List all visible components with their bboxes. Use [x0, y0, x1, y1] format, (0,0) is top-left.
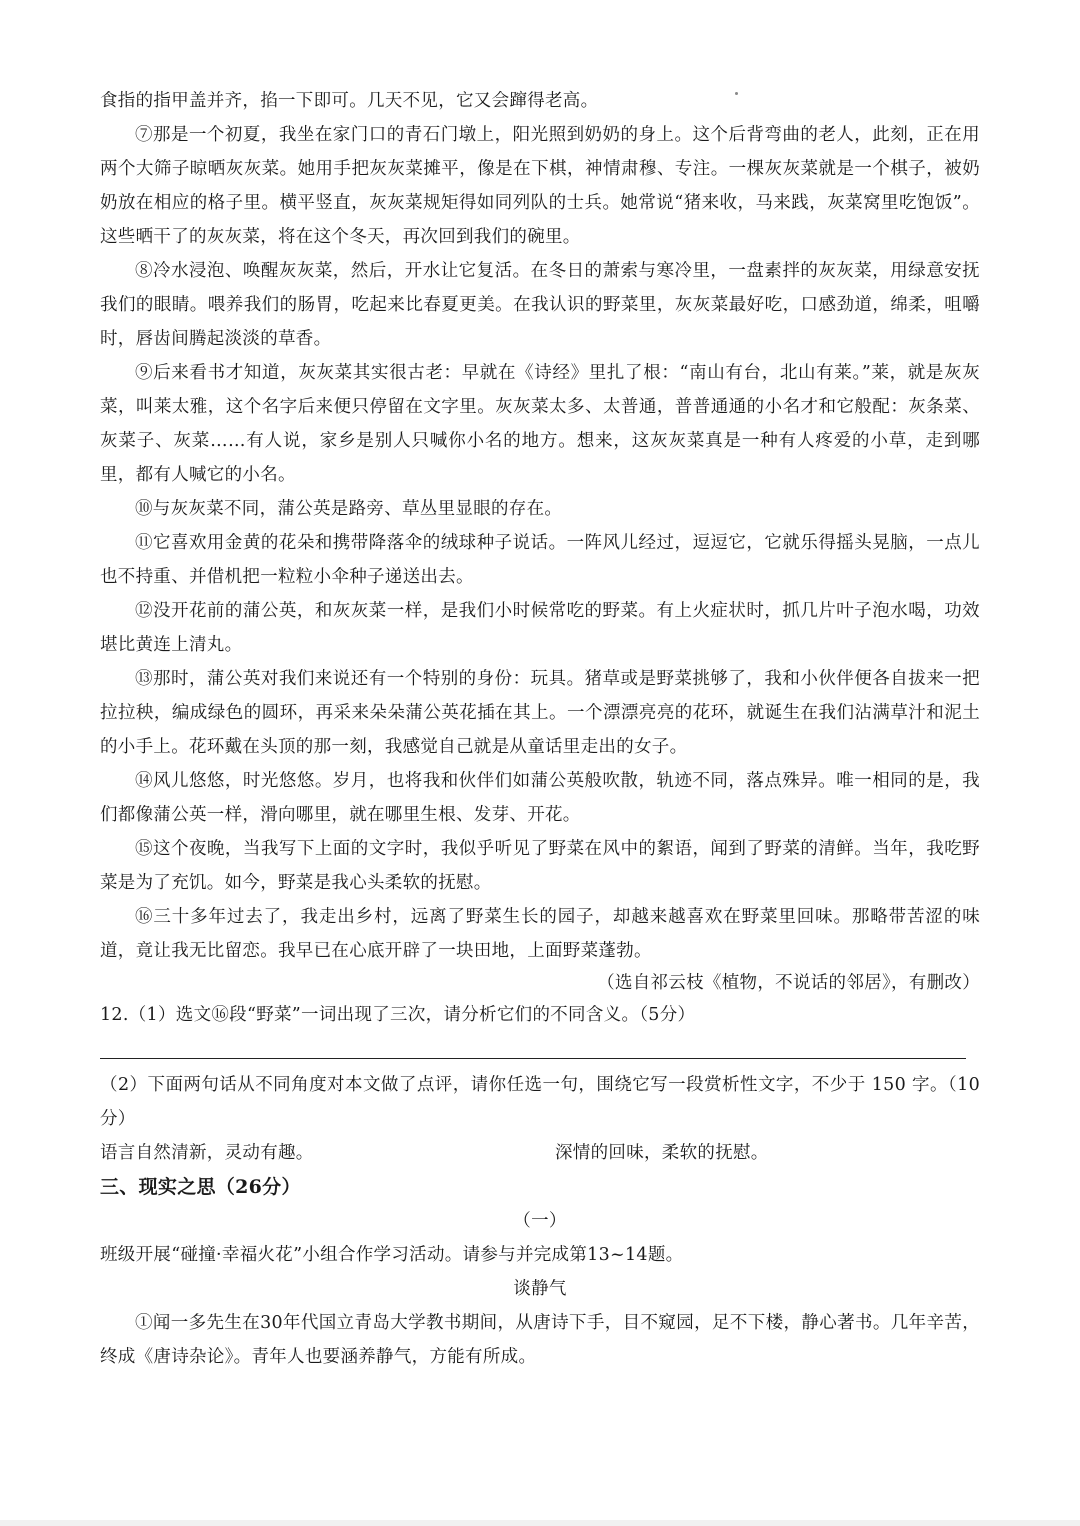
answer-line[interactable]	[100, 1058, 966, 1059]
paragraph-continuation: 食指的指甲盖并齐，掐一下即可。几天不见，它又会蹿得老高。	[100, 91, 599, 111]
paragraph-11: ⑪它喜欢用金黄的花朵和携带降落伞的绒球种子说话。一阵风儿经过，逗逗它，它就乐得摇头晃脑，一点儿也不持重、并借机把一粒粒小伞种子递送出去。	[100, 533, 980, 587]
paragraph-9: ⑨后来看书才知道，灰灰菜其实很古老：早就在《诗经》里扎了根：“南山有台，北山有莱。”莱，就是灰灰菜，叫莱太雅，这个名字后来便只停留在文字里。灰灰菜太多、太普通，普普通通的小名才和它般配：灰条菜、灰菜子、灰菜……有人说，家乡是别人只喊你小名的地方。想来，这灰灰菜真是一种有人疼爱的小草，走到哪里，都有人喊它的小名。	[100, 363, 980, 485]
paragraph-10: ⑩与灰灰菜不同，蒲公英是路旁、草丛里显眼的存在。	[135, 499, 563, 519]
paragraph-12: ⑫没开花前的蒲公英，和灰灰菜一样，是我们小时候常吃的野菜。有上火症状时，抓几片叶子泡水喝，功效堪比黄连上清丸。	[100, 601, 980, 655]
option-b: 深情的回味，柔软的抚慰。	[555, 1143, 769, 1163]
paragraph-14: ⑭风儿悠悠，时光悠悠。岁月，也将我和伙伴们如蒲公英般吹散，轨迹不同，落点殊异。唯一相同的是，我们都像蒲公英一样，滑向哪里，就在哪里生根、发芽、开花。	[100, 771, 980, 825]
paragraph-7: ⑦那是一个初夏，我坐在家门口的青石门墩上，阳光照到奶奶的身上。这个后背弯曲的老人，此刻，正在用两个大筛子晾晒灰灰菜。她用手把灰灰菜摊平，像是在下棋，神情肃穆、专注。一棵灰灰菜就是一个棋子，被奶奶放在相应的格子里。横平竖直，灰灰菜规矩得如同列队的士兵。她常说“猪来收，马来践，灰菜窝里吃饱饭”。这些晒干了的灰灰菜，将在这个冬天，再次回到我们的碗里。	[100, 125, 980, 247]
essay-paragraph-1: ①闻一多先生在30年代国立青岛大学教书期间，从唐诗下手，目不窥园，足不下楼，静心著书。几年辛苦，终成《唐诗杂论》。青年人也要涵养静气，方能有所成。	[100, 1313, 980, 1367]
paragraph-13: ⑬那时，蒲公英对我们来说还有一个特别的身份：玩具。猪草或是野菜挑够了，我和小伙伴便各自拔来一把拉拉秧，编成绿色的圆环，再采来朵朵蒲公英花插在其上。一个漂漂亮亮的花环，就诞生在我们沾满草汁和泥土的小手上。花环戴在头顶的那一刻，我感觉自己就是从童话里走出的女子。	[100, 669, 980, 757]
paragraph-16: ⑯三十多年过去了，我走出乡村，远离了野菜生长的园子，却越来越喜欢在野菜里回味。那略带苦涩的味道，竟让我无比留恋。我早已在心底开辟了一块田地，上面野菜蓬勃。	[100, 907, 980, 961]
question-12-2: （2）下面两句话从不同角度对本文做了点评，请你任选一句，围绕它写一段赏析性文字，不少于 150 字。（10分）	[100, 1075, 980, 1129]
question-12-1: 12.（1）选文⑯段“野菜”一词出现了三次，请分析它们的不同含义。（5分）	[100, 1005, 696, 1025]
paragraph-8: ⑧冷水浸泡、唤醒灰灰菜，然后，开水让它复活。在冬日的萧索与寒冷里，一盘素拌的灰灰菜，用绿意安抚我们的眼睛。喂养我们的肠胃，吃起来比春夏更美。在我认识的野菜里，灰灰菜最好吃，口感劲道，绵柔，咀嚼时，唇齿间腾起淡淡的草香。	[100, 261, 980, 349]
essay-title: 谈静气	[513, 1279, 567, 1299]
activity-intro: 班级开展“碰撞·幸福火花”小组合作学习活动。请参与并完成第13~14题。	[100, 1245, 684, 1265]
paragraph-15: ⑮这个夜晚，当我写下上面的文字时，我似乎听见了野菜在风中的絮语，闻到了野菜的清鲜。当年，我吃野菜是为了充饥。如今，野菜是我心头柔软的抚慰。	[100, 839, 980, 893]
scan-bottom-edge	[0, 1520, 1080, 1526]
source-citation: （选自祁云枝《植物，不说话的邻居》，有删改）	[597, 973, 980, 993]
section-subheading: （一）	[513, 1211, 567, 1231]
option-a: 语言自然清新，灵动有趣。	[100, 1143, 314, 1163]
section-heading: 三、现实之思（26分）	[100, 1176, 301, 1198]
